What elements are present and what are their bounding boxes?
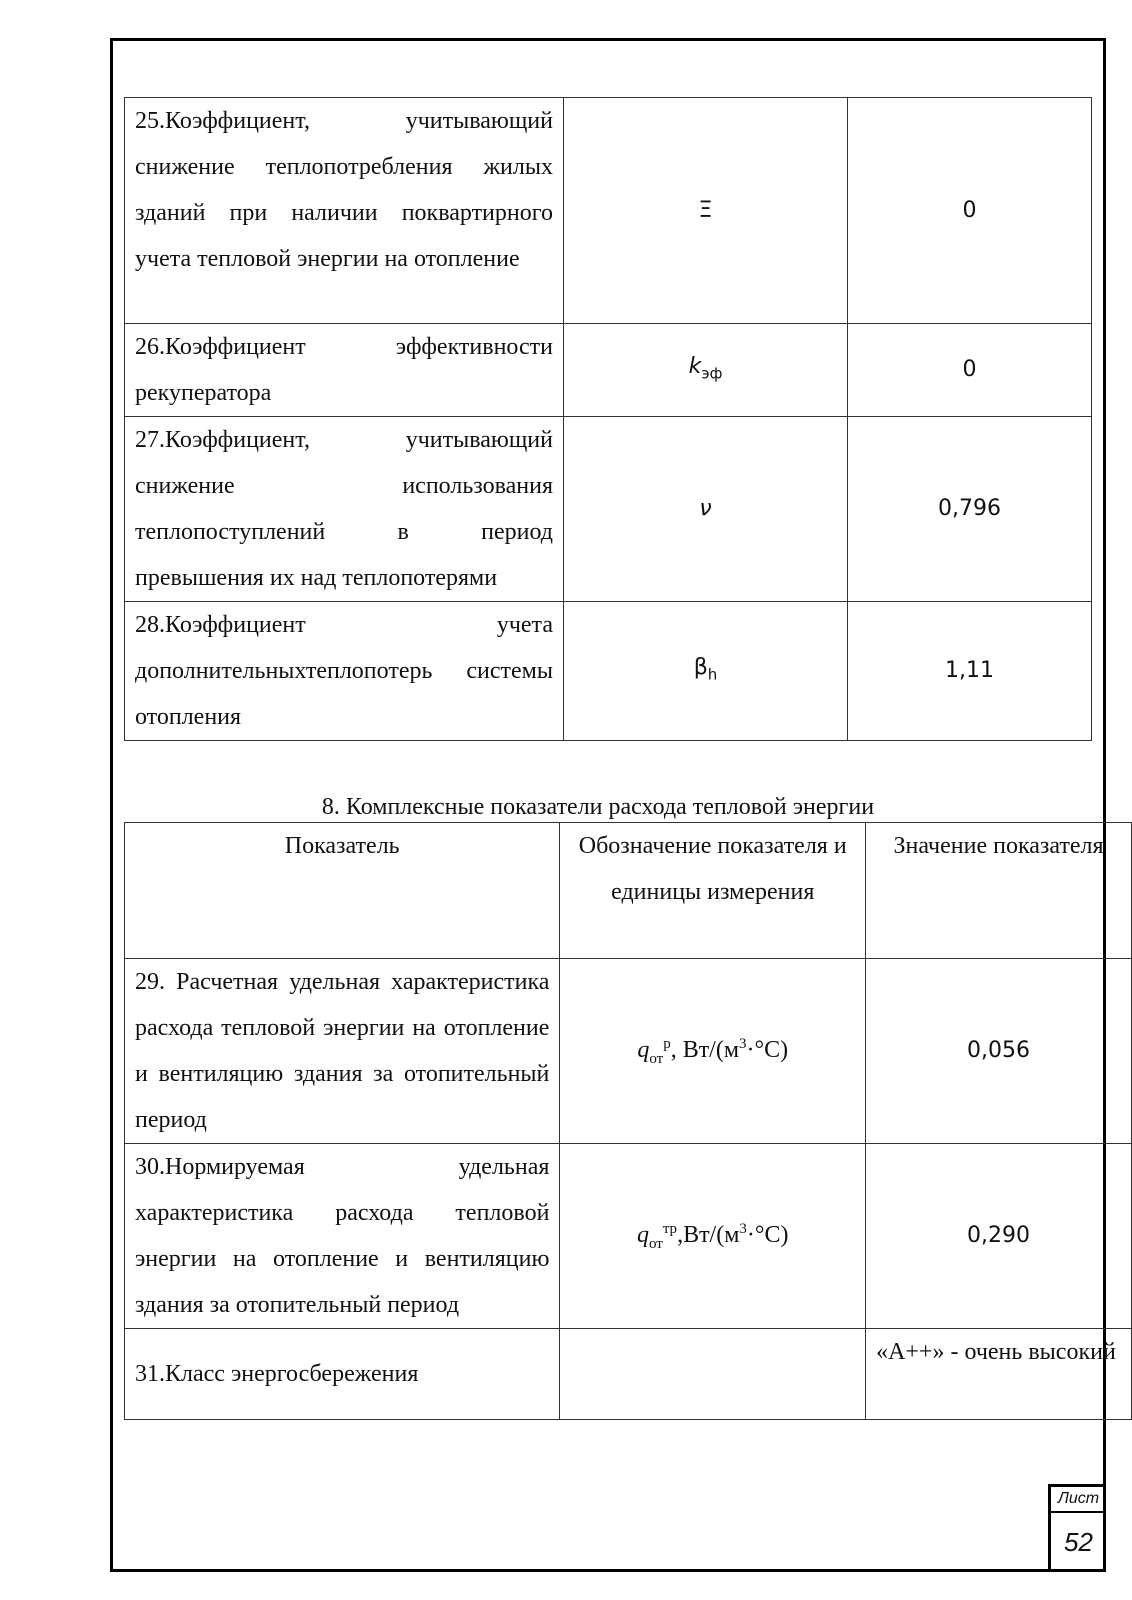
row-symbol	[564, 602, 848, 741]
row-label: 30.Нормируемая удельная характеристика расхода тепловой энергии на отопление и вентиляцию здания за отопительный период	[125, 1144, 560, 1329]
row-symbol	[560, 1144, 866, 1329]
row-label: 29. Расчетная удельная характеристика расхода тепловой энергии на отопление и вентиляцию здания за отопительный период	[125, 959, 560, 1144]
page-number: 52	[1064, 1527, 1093, 1557]
symbol-main: β	[693, 654, 708, 680]
header-value: Значение показателя	[866, 823, 1132, 959]
table-row	[125, 324, 1092, 417]
row-value: 0	[848, 98, 1092, 324]
table-row	[125, 602, 1092, 741]
symbol-subscript: h	[707, 665, 718, 684]
row-symbol	[560, 959, 866, 1144]
complex-indicators-table	[124, 822, 1132, 1420]
header-indicator: Показатель	[125, 823, 560, 959]
row-value: 0,056	[866, 959, 1132, 1144]
symbol-subscript: от	[649, 1050, 664, 1067]
sheet-stamp	[1048, 1484, 1106, 1572]
row-value: «А++» - очень высокий	[866, 1329, 1132, 1420]
unit-text-end: ·°С)	[746, 1036, 789, 1063]
symbol-subscript: от	[648, 1235, 663, 1252]
table-row	[125, 417, 1092, 602]
row-label: 31.Класс энергосбережения	[125, 1329, 560, 1420]
unit-text: , Вт/(м	[670, 1036, 740, 1063]
row-symbol: ν	[564, 417, 848, 602]
table-row	[125, 1144, 1132, 1329]
unit-text-end: ·°С)	[746, 1221, 789, 1248]
row-value: 0,290	[866, 1144, 1132, 1329]
table-row	[125, 959, 1132, 1144]
row-symbol	[564, 324, 848, 417]
symbol-main: q	[636, 1221, 649, 1248]
row-label: 27.Коэффициент, учитывающий снижение использования теплопоступлений в период превышения их над теплопотерями	[125, 417, 564, 602]
row-symbol: Ξ	[564, 98, 848, 324]
symbol-subscript: эф	[701, 364, 723, 383]
row-label: 26.Коэффициент эффективности рекуператора	[125, 324, 564, 417]
table-row	[125, 98, 1092, 324]
symbol-main: q	[637, 1036, 650, 1063]
section-title: 8. Комплексные показатели расхода тепловой энергии	[321, 794, 875, 820]
row-value: 0,796	[848, 417, 1092, 602]
row-symbol-empty	[560, 1329, 866, 1420]
coefficients-table	[124, 97, 1092, 741]
symbol-superscript: тр	[662, 1220, 678, 1237]
symbol-main: k	[688, 353, 702, 379]
header-designation: Обозначение показателя и единицы измерения	[560, 823, 866, 959]
row-value: 0	[848, 324, 1092, 417]
row-label: 28.Коэффициент учета дополнительныхтеплопотерь системы отопления	[125, 602, 564, 741]
row-value: 1,11	[848, 602, 1092, 741]
unit-text: ,Вт/(м	[677, 1221, 740, 1248]
unit-superscript: 3	[739, 1035, 747, 1052]
symbol-superscript: р	[663, 1035, 671, 1052]
row-label: 25.Коэффициент, учитывающий снижение теплопотребления жилых зданий при наличии поквартирного учета тепловой энергии на отопление	[125, 98, 564, 324]
table-row	[125, 1329, 1132, 1420]
table-header-row	[125, 823, 1132, 959]
unit-superscript: 3	[739, 1220, 747, 1237]
sheet-label: Лист	[1051, 1487, 1106, 1513]
